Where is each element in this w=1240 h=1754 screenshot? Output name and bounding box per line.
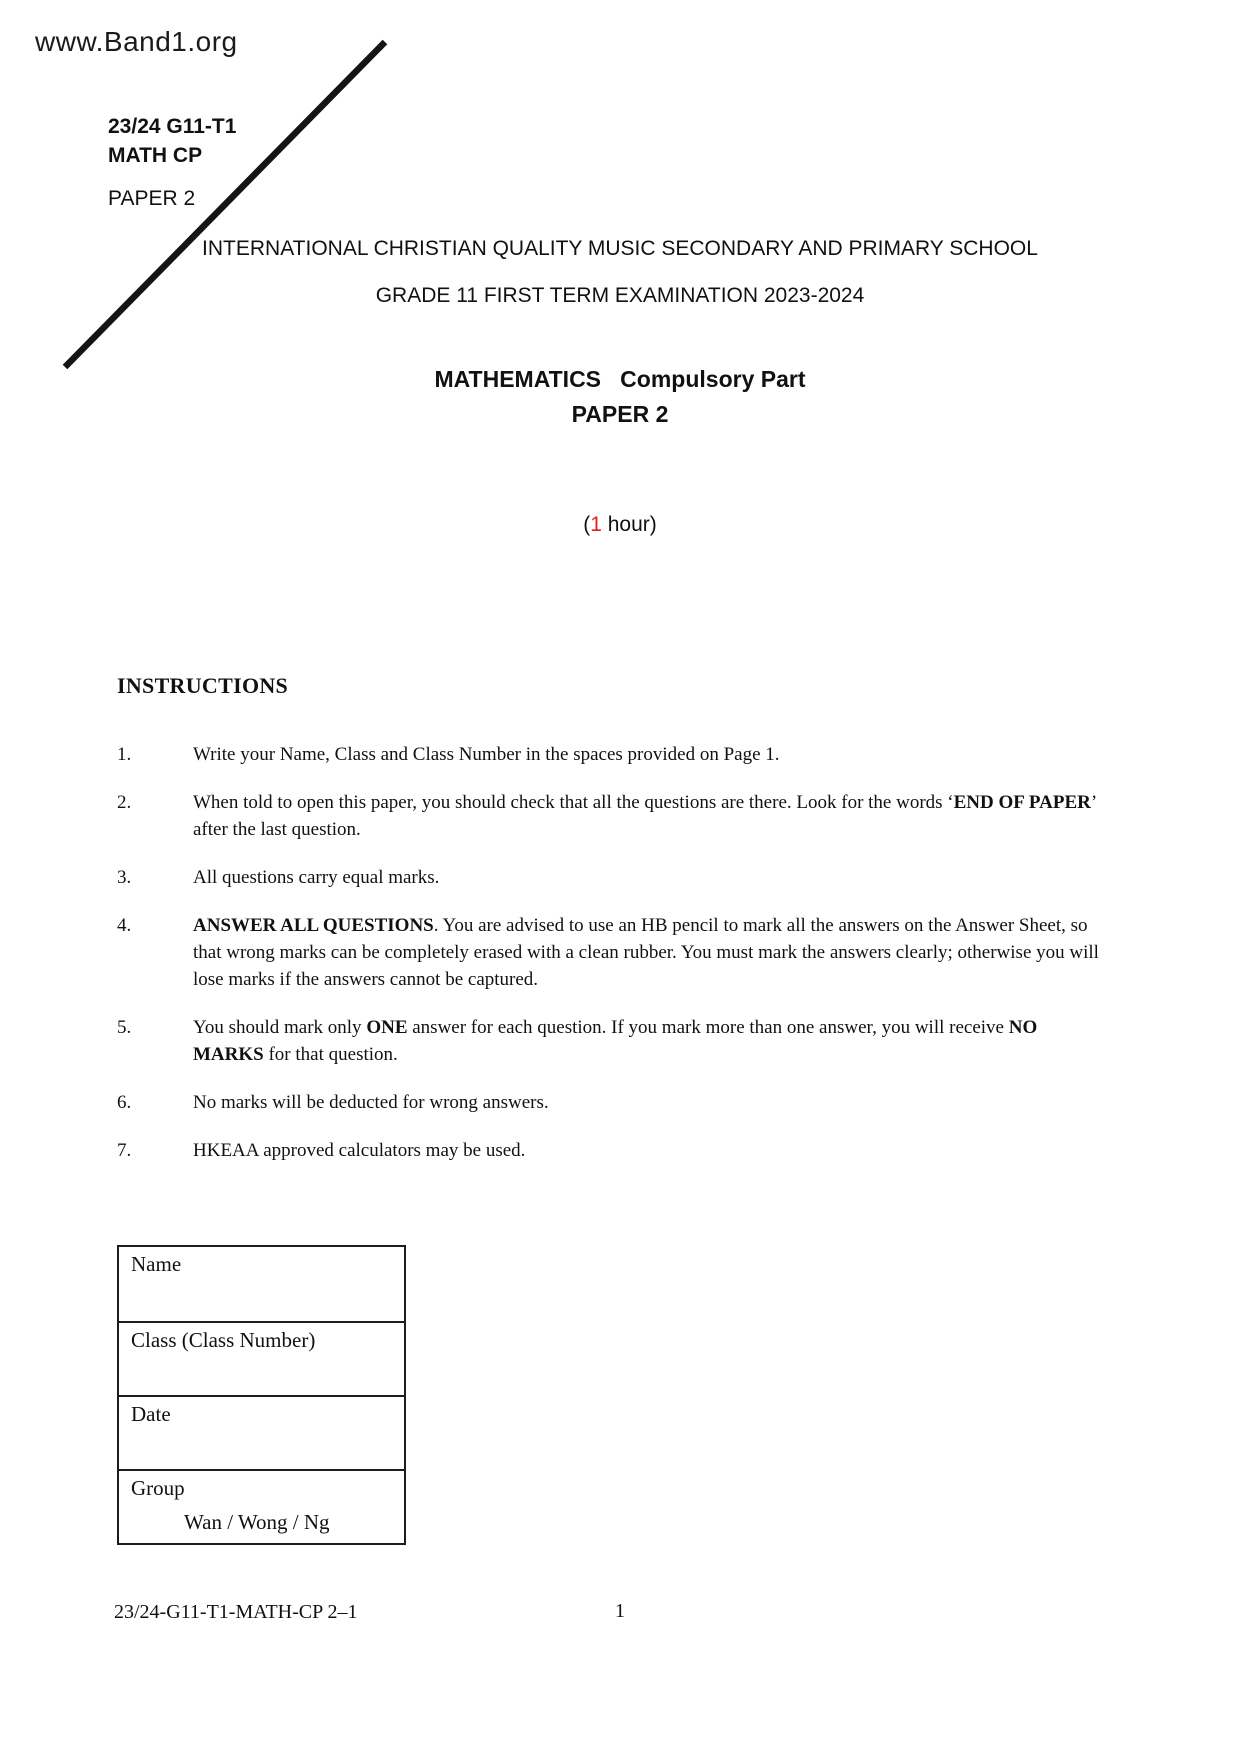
instruction-number: 7.	[117, 1140, 132, 1161]
page-number: 1	[615, 1600, 625, 1622]
footer-doc-code: 23/24-G11-T1-MATH-CP 2–1	[114, 1601, 358, 1623]
table-label: Group	[131, 1476, 185, 1500]
text-segment: answer for each question. If you mark more than one answer, you will receive	[407, 1017, 1009, 1038]
text-segment: You should mark only	[193, 1017, 367, 1038]
candidate-info-table	[117, 1245, 406, 1545]
instruction-item-5	[117, 1014, 1117, 1068]
text-segment-bold: NO MARKS	[193, 1017, 1038, 1065]
text-segment: HKEAA approved calculators may be used.	[193, 1140, 526, 1161]
instruction-number: 5.	[117, 1017, 132, 1038]
instruction-item-7	[117, 1137, 1117, 1164]
table-label: Name	[131, 1252, 182, 1276]
instruction-text	[193, 1014, 1111, 1068]
text-segment: Write your Name, Class and Class Number in the spaces provided on Page 1.	[193, 744, 780, 765]
group-options: Wan / Wong / Ng	[184, 1510, 330, 1534]
text-segment: No marks will be deducted for wrong answers.	[193, 1092, 549, 1113]
instruction-text	[193, 864, 1111, 891]
subject-paper-number: PAPER 2	[571, 401, 669, 427]
instruction-number: 4.	[117, 915, 132, 936]
text-segment: ’ after the last question.	[193, 792, 1096, 840]
table-label: Class (Class Number)	[131, 1328, 316, 1352]
instruction-text	[193, 789, 1111, 843]
subject-title: MATHEMATICS Compulsory Part	[434, 366, 806, 392]
duration-number: 1	[590, 513, 602, 536]
watermark-text: www.Band1.org	[35, 26, 238, 57]
duration-paren-open: (	[583, 513, 591, 536]
instruction-item-3	[117, 864, 1117, 891]
duration-line	[0, 513, 1240, 537]
instruction-number: 2.	[117, 792, 132, 813]
instruction-item-4	[117, 912, 1117, 993]
paper-number-label: PAPER 2	[108, 187, 196, 210]
text-segment-bold: ANSWER ALL QUESTIONS	[193, 915, 434, 936]
paper-code-line1: 23/24 G11-T1	[108, 115, 237, 138]
instructions-list	[117, 741, 1117, 1185]
instruction-item-1	[117, 741, 1117, 768]
table-row-class	[119, 1321, 404, 1395]
table-row-date	[119, 1395, 404, 1469]
table-label: Date	[131, 1402, 171, 1426]
paper-code-block	[108, 112, 236, 213]
text-segment: . You are advised to use an HB pencil to mark all the answers on the Answer Sheet, so that wrong marks can be completely erased with a clean rubber. You must mark the answers clearly; otherwise you will lose marks if the answers cannot be captured.	[193, 915, 1099, 990]
duration-rest: hour)	[601, 513, 657, 536]
instruction-number: 6.	[117, 1092, 132, 1113]
instruction-number: 1.	[117, 744, 132, 765]
text-segment: All questions carry equal marks.	[193, 867, 440, 888]
text-segment-bold: END OF PAPER	[953, 792, 1091, 813]
table-row-group	[119, 1469, 404, 1543]
text-segment: When told to open this paper, you should check that all the questions are there. Look for the words ‘	[193, 792, 954, 813]
instruction-number: 3.	[117, 867, 132, 888]
instruction-item-2	[117, 789, 1117, 843]
school-name: INTERNATIONAL CHRISTIAN QUALITY MUSIC SECONDARY AND PRIMARY SCHOOL	[202, 237, 1038, 260]
instruction-text	[193, 741, 1111, 768]
instruction-item-6	[117, 1089, 1117, 1116]
text-segment-bold: ONE	[366, 1017, 408, 1038]
table-row-name	[119, 1247, 404, 1321]
instructions-heading: INSTRUCTIONS	[117, 673, 289, 698]
text-segment: for that question.	[263, 1044, 398, 1065]
instruction-text	[193, 1089, 1111, 1116]
instruction-text	[193, 1137, 1111, 1164]
exam-title: GRADE 11 FIRST TERM EXAMINATION 2023-2024	[375, 284, 865, 307]
paper-code-line2: MATH CP	[108, 144, 203, 167]
instruction-text	[193, 912, 1111, 993]
